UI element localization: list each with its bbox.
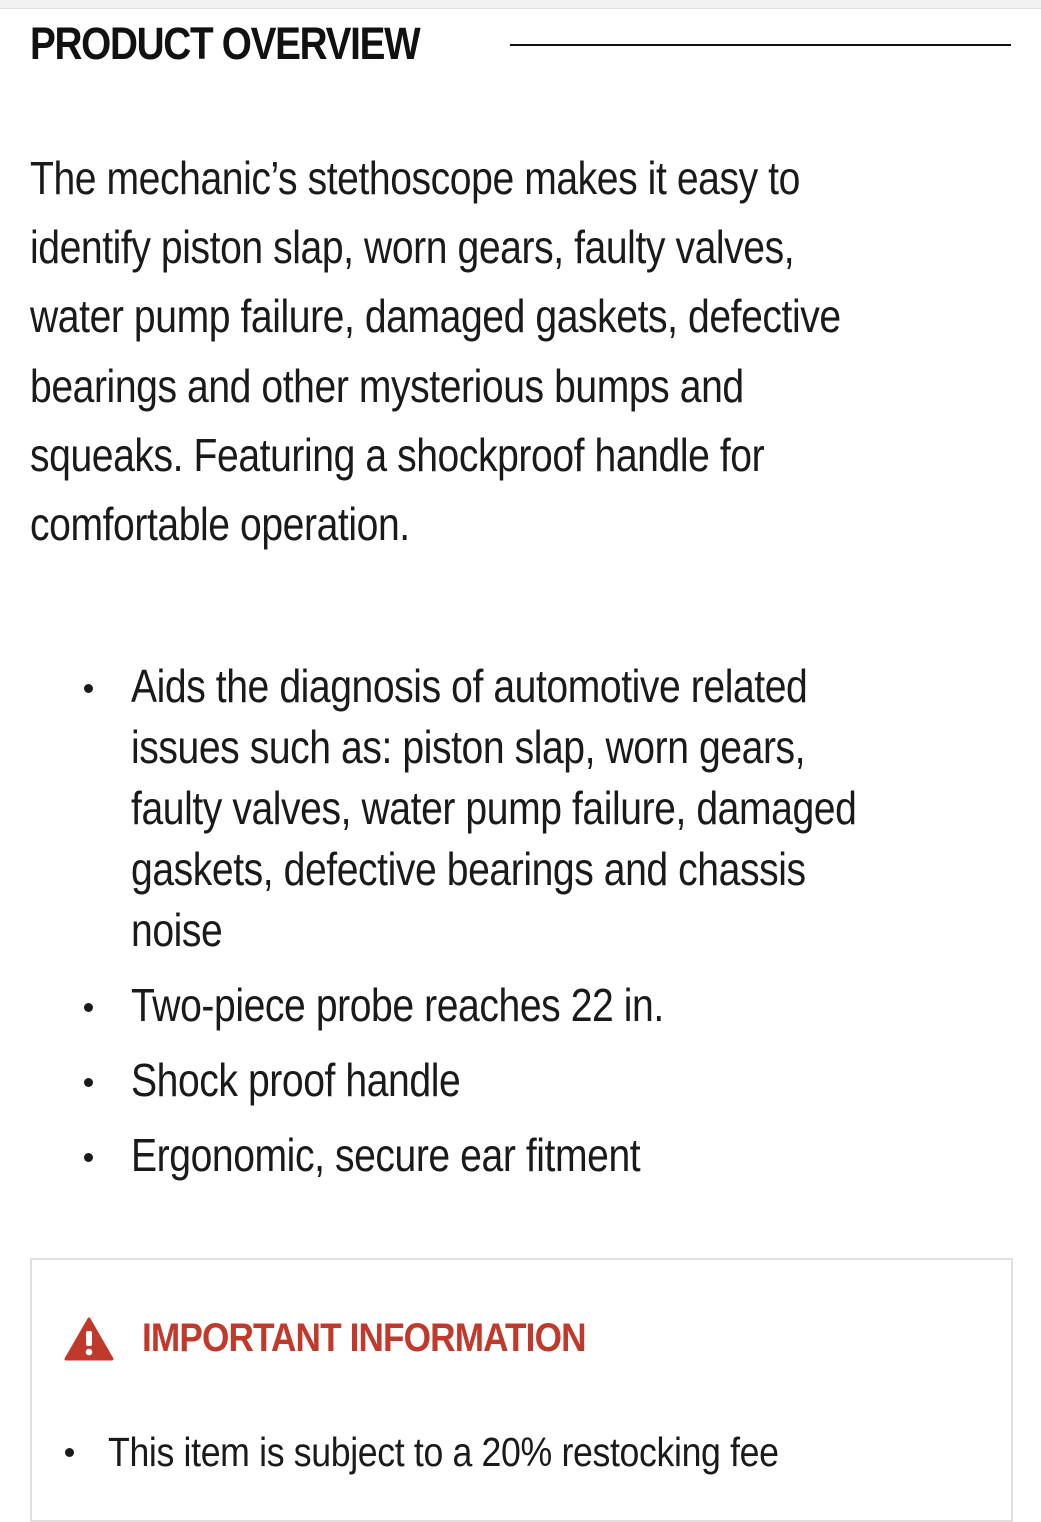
bullet-icon <box>84 1078 93 1087</box>
bullet-icon <box>84 684 93 693</box>
feature-line: Two-piece probe reaches 22 in. <box>131 979 664 1031</box>
section-title: PRODUCT OVERVIEW <box>30 18 420 69</box>
feature-item-ear-fitment <box>0 1125 1041 1186</box>
important-information-title: IMPORTANT INFORMATION <box>142 1316 586 1360</box>
restocking-fee-text: This item is subject to a 20% restocking fee <box>108 1429 779 1475</box>
feature-line: noise <box>131 904 223 956</box>
description-line: water pump failure, damaged gaskets, defective <box>30 290 841 343</box>
feature-line: gaskets, defective bearings and chassis <box>131 843 806 895</box>
product-description <box>30 144 1020 559</box>
description-line: comfortable operation. <box>30 498 410 551</box>
feature-line: Shock proof handle <box>131 1054 461 1106</box>
description-line: squeaks. Featuring a shockproof handle for <box>30 428 765 481</box>
warning-triangle-icon <box>64 1317 114 1361</box>
important-information-box <box>30 1258 1013 1522</box>
description-line: The mechanic’s stethoscope makes it easy to <box>30 152 800 204</box>
feature-line: faulty valves, water pump failure, damaged <box>131 782 857 834</box>
feature-line: Ergonomic, secure ear fitment <box>131 1129 641 1181</box>
feature-item-handle <box>0 1050 1041 1111</box>
section-title-rule <box>510 44 1011 46</box>
feature-line: Aids the diagnosis of automotive related <box>131 660 808 712</box>
description-line: identify piston slap, worn gears, faulty valves, <box>30 221 795 274</box>
important-information-item <box>32 1424 1011 1480</box>
top-divider <box>0 0 1041 9</box>
section-header <box>30 16 1011 72</box>
bullet-icon <box>84 1153 93 1162</box>
feature-item-diagnosis <box>0 656 1041 961</box>
feature-list <box>0 656 1041 1200</box>
description-line: bearings and other mysterious bumps and <box>30 359 744 412</box>
feature-item-probe <box>0 975 1041 1036</box>
important-information-list <box>32 1424 1011 1480</box>
important-information-header <box>64 1316 646 1361</box>
bullet-icon <box>84 1003 93 1012</box>
feature-line: issues such as: piston slap, worn gears, <box>131 721 806 773</box>
bullet-icon <box>65 1448 74 1457</box>
